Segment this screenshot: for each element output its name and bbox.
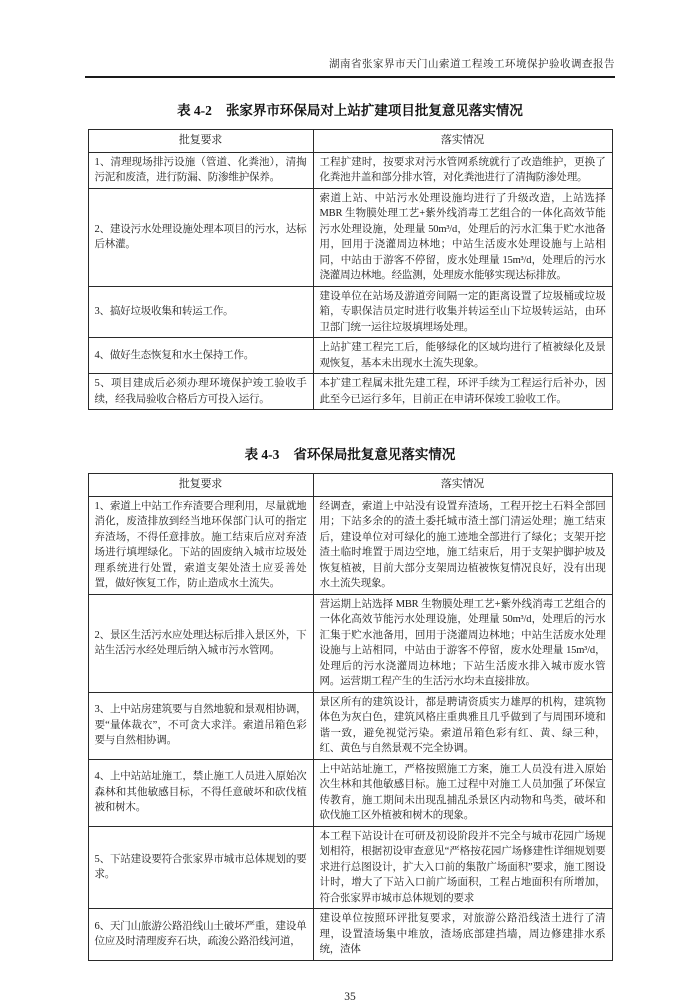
running-header-text: 湖南省张家界市天门山索道工程竣工环境保护验收调查报告 <box>329 59 615 70</box>
implementation-cell: 建设单位在站场及游道旁间隔一定的距离设置了垃圾桶或垃圾箱，专职保洁员定时进行收集并转运至山下垃圾转运站，由环卫部门统一运往垃圾填埋场处理。 <box>313 286 612 338</box>
table1-label: 表 4-2 <box>177 103 212 118</box>
implementation-cell: 上中站站址施工，严格按照施工方案，施工人员没有进入原始次生林和其他敏感目标。施工过程中对施工人员加强了环保宣传教育，施工期间未出现乱捕乱杀景区内动物和鸟类，破坏和砍伐施工区外植被和树木的现象。 <box>313 759 612 826</box>
implementation-cell: 索道上站、中站污水处理设施均进行了升级改造，上站选择 MBR 生物膜处理工艺+紫外线消毒工艺组合的一体化高效节能污水处理设施，处理量 50m³/d，处理后的污水汇集于贮水池备用，回用于浇灌周边林地；中站生活废水处理设施与上站相同，中站由于游客不停留，废水处理量 15m³/d，处理后的污水浇灌周边林地。经监测，处理废水能够实现达标排放。 <box>313 188 612 286</box>
table-row <box>88 594 612 692</box>
implementation-cell: 本扩建工程属未批先建工程，环评手续为工程运行后补办，因此至今已运行多年，目前正在申请环保竣工验收工作。 <box>313 374 612 410</box>
implementation-cell: 营运期上站选择 MBR 生物膜处理工艺+紫外线消毒工艺组合的一体化高效节能污水处理设施，处理量 50m³/d，处理后的污水汇集于贮水池备用，回用于浇灌周边林地；中站生活废水处理设施与上站相同，中站由于游客不停留，废水处理量 15m³/d，处理后的污水浇灌周边林地；下站生活废水排入城市废水管网。运营期工程产生的生活污水均未直接排放。 <box>313 594 612 692</box>
requirement-cell: 1、清理现场排污设施（管道、化粪池），清掏污泥和废渣，进行防漏、防渗维护保养。 <box>88 152 313 188</box>
requirement-cell: 3、上中站房建筑要与自然地貌和景观相协调，要“量体裁衣”，不可贪大求洋。索道吊箱色彩要与自然相协调。 <box>88 692 313 759</box>
table-row <box>88 909 612 961</box>
requirement-cell: 6、天门山旅游公路沿线山土破坏严重，建设单位应及时清理废弃石块，疏浚公路沿线河道， <box>88 909 313 961</box>
table1-title-text: 张家界市环保局对上站扩建项目批复意见落实情况 <box>225 103 523 118</box>
table-row <box>88 759 612 826</box>
requirement-cell: 3、搞好垃圾收集和转运工作。 <box>88 286 313 338</box>
table2-label: 表 4-3 <box>244 447 280 462</box>
table1-title <box>85 99 615 119</box>
implementation-cell: 建设单位按照环评批复要求，对旅游公路沿线渣土进行了清理，设置渣场集中堆放，渣场底部建挡墙，周边修建排水系统，渣体 <box>313 909 612 961</box>
implementation-cell: 经调查，索道上中站没有设置弃渣场，工程开挖土石料全部回用；下站多余的的渣土委托城市渣土部门清运处理；施工结束后，建设单位对可绿化的施工迹地全部进行了绿化；支架开挖渣土临时堆置于周边空地，施工结束后，用于支架护脚护坡及恢复植被，目前大部分支架周边植被恢复情况良好，没有出现水土流失现象。 <box>313 496 612 594</box>
table1-header-row <box>88 130 612 153</box>
requirement-cell: 5、下站建设要符合张家界市城市总体规划的要求。 <box>88 826 313 909</box>
requirement-cell: 1、索道上中站工作弃渣要合理利用，尽量就地消化，废渣排放到经当地环保部门认可的指定弃渣场，不得任意排放。施工结束后应对弃渣场进行填埋绿化。下站的固废纳入城市垃圾处理系统进行处置，索道支架处渣土应妥善处置，做好恢复工作，防止造成水土流失。 <box>88 496 313 594</box>
table-row <box>88 374 612 410</box>
requirement-cell: 2、建设污水处理设施处理本项目的污水，达标后林灌。 <box>88 188 313 286</box>
requirement-cell: 2、景区生活污水应处理达标后排入景区外，下站生活污水经处理后纳入城市污水管网。 <box>88 594 313 692</box>
table2-col-header-implementation: 落实情况 <box>313 474 612 497</box>
table-row <box>88 188 612 286</box>
table-row <box>88 338 612 374</box>
table2 <box>88 473 613 961</box>
implementation-cell: 本工程下站设计在可研及初设阶段并不完全与城市花园广场规划相符，根据初设审查意见“严格按花园广场修建性详细规划要求进行总图设计，扩大入口前的集散广场面积”要求，施工图设计时，增大了下站入口前广场面积，工程占地面积有所增加，符合张家界市城市总体规划的要求 <box>313 826 612 909</box>
table-row <box>88 692 612 759</box>
implementation-cell: 景区所有的建筑设计，都是聘请资质实力雄厚的机构，建筑物体色为灰白色，建筑风格庄重典雅且几乎做到了与周围环境和谐一致，避免视觉污染。索道吊箱色彩有红、黄、绿三种，红、黄色与自然景观不完全协调。 <box>313 692 612 759</box>
implementation-cell: 工程扩建时，按要求对污水管网系统就行了改造维护，更换了化粪池井盖和部分排水管，对化粪池进行了清掏防渗处理。 <box>313 152 612 188</box>
requirement-cell: 4、做好生态恢复和水土保持工作。 <box>88 338 313 374</box>
table2-title-text: 省环保局批复意见落实情况 <box>293 447 456 462</box>
table-row <box>88 496 612 594</box>
table2-header-row <box>88 474 612 497</box>
table1 <box>88 129 613 410</box>
page-number: 35 <box>344 990 356 1003</box>
document-page <box>85 0 615 1003</box>
implementation-cell: 上站扩建工程完工后，能够绿化的区域均进行了植被绿化及景观恢复，基本未出现水土流失现象。 <box>313 338 612 374</box>
table-row <box>88 152 612 188</box>
requirement-cell: 4、上中站站址施工，禁止施工人员进入原始次森林和其他敏感目标，不得任意破坏和砍伐植被和树木。 <box>88 759 313 826</box>
requirement-cell: 5、项目建成后必须办理环境保护竣工验收手续，经我局验收合格后方可投入运行。 <box>88 374 313 410</box>
table2-col-header-requirement: 批复要求 <box>88 474 313 497</box>
table2-title <box>85 443 615 463</box>
table1-col-header-implementation: 落实情况 <box>313 130 612 153</box>
table-row <box>88 286 612 338</box>
header-rule <box>85 76 615 78</box>
table-row <box>88 826 612 909</box>
table1-col-header-requirement: 批复要求 <box>88 130 313 153</box>
running-header <box>85 0 615 71</box>
